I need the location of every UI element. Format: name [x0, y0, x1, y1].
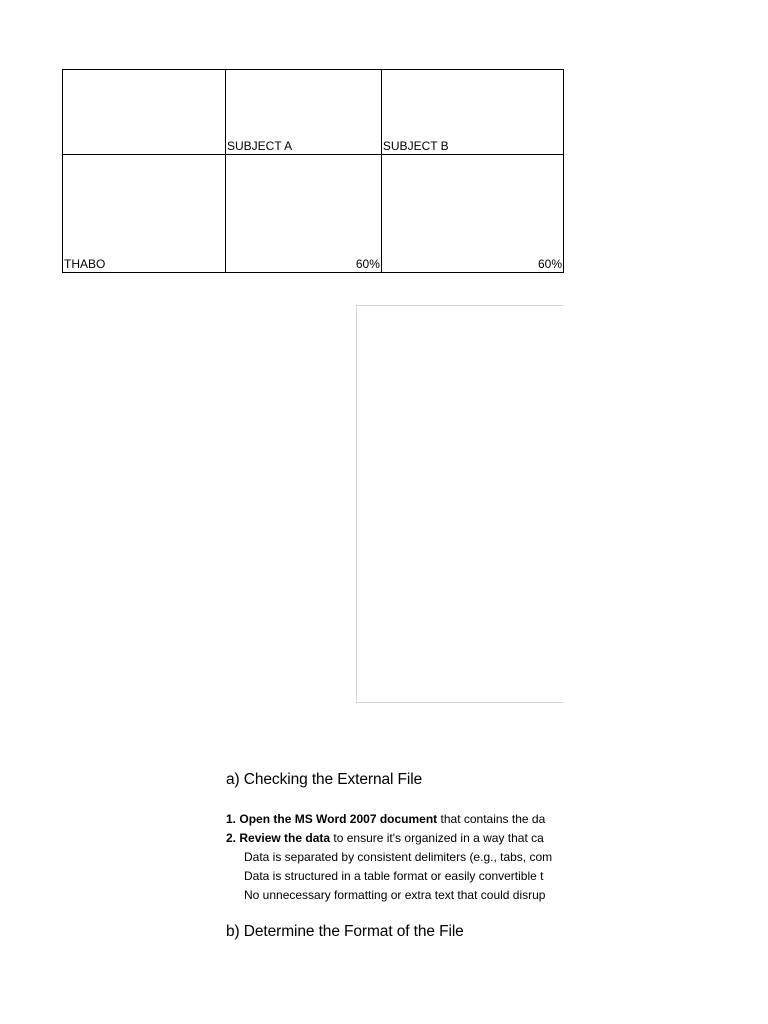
embedded-object-frame[interactable]: [356, 305, 563, 703]
step-item: [226, 810, 552, 829]
cell-subject-a-score[interactable]: 60%: [225, 155, 381, 273]
step-text: to ensure it's organized in a way that ca: [330, 831, 544, 845]
step-bold-text: Review the data: [239, 831, 331, 845]
cell-student-name[interactable]: THABO: [63, 155, 226, 273]
table-header-row: [63, 70, 564, 155]
grades-table: [62, 69, 564, 273]
criteria-item: Data is structured in a table format or easily convertible t: [244, 869, 544, 883]
section-heading-determine-format: b) Determine the Format of the File: [226, 923, 464, 940]
header-cell-subject-a[interactable]: SUBJECT A: [225, 70, 381, 155]
step-text: that contains the da: [437, 812, 546, 826]
criteria-item: No unnecessary formatting or extra text that could disrup: [244, 888, 546, 902]
steps-list: [226, 810, 552, 905]
step-number: 1.: [226, 812, 237, 826]
section-heading-checking-external-file: a) Checking the External File: [226, 771, 423, 788]
criteria-item: Data is separated by consistent delimiters (e.g., tabs, com: [244, 850, 553, 864]
table-row: [63, 155, 564, 273]
header-cell-name[interactable]: [63, 70, 226, 155]
step-item: [226, 829, 552, 848]
instructions-text: [226, 764, 563, 964]
header-cell-subject-b[interactable]: SUBJECT B: [381, 70, 563, 155]
step-bold-text: Open the MS Word 2007 document: [239, 812, 438, 826]
cell-subject-b-score[interactable]: 60%: [381, 155, 563, 273]
step-number: 2.: [226, 831, 237, 845]
